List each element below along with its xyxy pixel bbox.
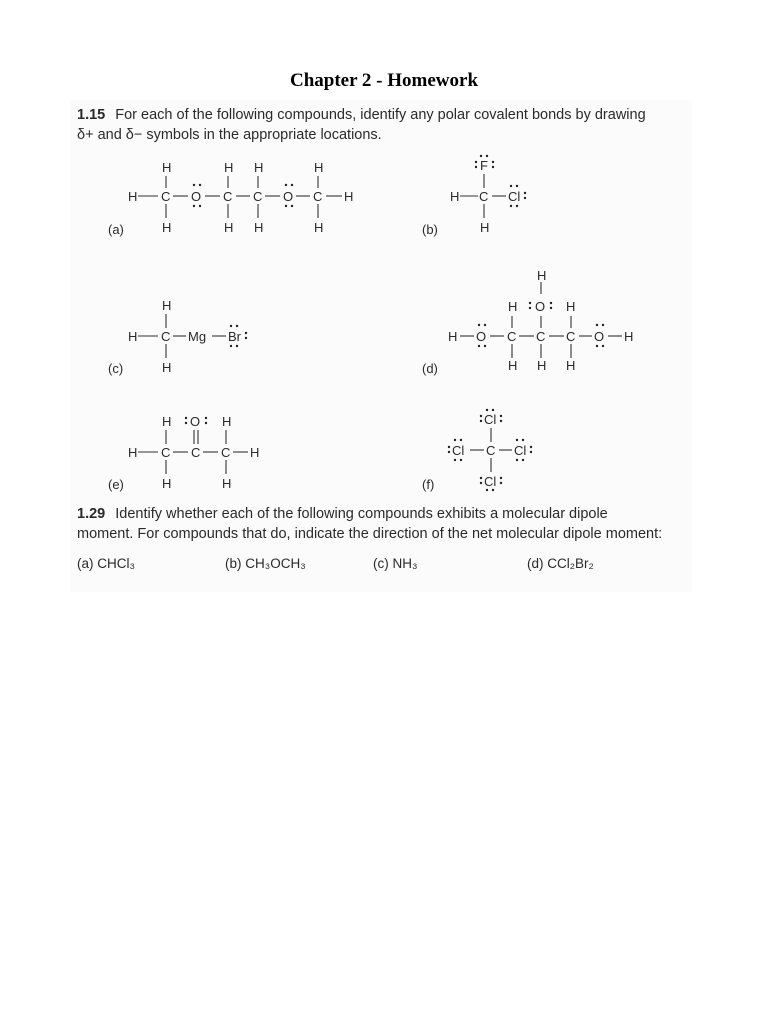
atom-h: H bbox=[224, 220, 234, 235]
structure-e bbox=[120, 412, 270, 492]
atom-h: H bbox=[128, 445, 138, 460]
atom-c: C bbox=[486, 443, 496, 458]
atom-c: C bbox=[253, 189, 263, 204]
structure-a bbox=[120, 158, 370, 238]
answer-formula: NH₃ bbox=[392, 556, 418, 571]
atom-h: H bbox=[162, 414, 172, 429]
page-title: Chapter 2 - Homework bbox=[289, 70, 479, 91]
atom-h: H bbox=[162, 160, 172, 175]
answer-label: (d) bbox=[527, 556, 544, 571]
atom-h: H bbox=[162, 298, 172, 313]
atom-o: O bbox=[191, 189, 202, 204]
atom-h: H bbox=[344, 189, 354, 204]
structure-f bbox=[446, 406, 546, 494]
atom-h: H bbox=[128, 329, 138, 344]
problem-line: moment. For compounds that do, indicate the direction of the net molecular dipole moment: bbox=[77, 526, 663, 542]
atom-h: H bbox=[508, 358, 518, 373]
answer-d bbox=[527, 556, 594, 571]
atom-h: H bbox=[222, 414, 232, 429]
answer-formula: CCl₂Br₂ bbox=[547, 556, 594, 571]
structure-c bbox=[120, 296, 260, 376]
structure-b bbox=[448, 152, 538, 236]
atom-h: H bbox=[450, 189, 460, 204]
atom-h: H bbox=[128, 189, 138, 204]
atom-h: H bbox=[537, 268, 547, 283]
atom-h: H bbox=[480, 220, 490, 235]
atom-cl: Cl bbox=[452, 443, 465, 458]
atom-c: C bbox=[536, 329, 546, 344]
problem-number: 1.29 bbox=[77, 506, 106, 522]
atom-h: H bbox=[250, 445, 260, 460]
answer-b bbox=[225, 556, 306, 571]
atom-h: H bbox=[254, 160, 264, 175]
atom-h: H bbox=[222, 476, 232, 491]
atom-mg: Mg bbox=[188, 329, 207, 344]
atom-c: C bbox=[221, 445, 231, 460]
atom-o: O bbox=[594, 329, 605, 344]
answer-formula: CHCl₃ bbox=[97, 556, 136, 571]
atom-c: C bbox=[479, 189, 489, 204]
atom-f: F bbox=[480, 158, 488, 173]
answer-label: (b) bbox=[225, 556, 242, 571]
problem-1-29-text bbox=[77, 504, 662, 544]
atom-o: O bbox=[476, 329, 487, 344]
atom-o: O bbox=[535, 299, 546, 314]
answer-formula: CH₃OCH₃ bbox=[245, 556, 306, 571]
atom-h: H bbox=[162, 476, 172, 491]
problem-line: For each of the following compounds, identify any polar covalent bonds by drawing bbox=[115, 107, 646, 123]
problem-1-15-text bbox=[77, 105, 646, 145]
atom-h: H bbox=[162, 360, 172, 375]
atom-c: C bbox=[161, 189, 171, 204]
part-label-e: (e) bbox=[108, 477, 124, 492]
part-label-b: (b) bbox=[422, 222, 438, 237]
part-label-d: (d) bbox=[422, 361, 438, 376]
atom-h: H bbox=[566, 299, 576, 314]
answer-a bbox=[77, 556, 135, 571]
part-label-a: (a) bbox=[108, 222, 124, 237]
atom-h: H bbox=[508, 299, 518, 314]
atom-cl: Cl bbox=[484, 474, 497, 489]
atom-cl: Cl bbox=[514, 443, 527, 458]
atom-h: H bbox=[254, 220, 264, 235]
atom-o: O bbox=[190, 414, 201, 429]
atom-c: C bbox=[313, 189, 323, 204]
atom-c: C bbox=[191, 445, 201, 460]
atom-cl: Cl bbox=[484, 412, 497, 427]
atom-h: H bbox=[624, 329, 634, 344]
atom-h: H bbox=[566, 358, 576, 373]
atom-h: H bbox=[537, 358, 547, 373]
atom-h: H bbox=[162, 220, 172, 235]
atom-c: C bbox=[223, 189, 233, 204]
atom-c: C bbox=[161, 445, 171, 460]
atom-h: H bbox=[314, 160, 324, 175]
problem-line: Identify whether each of the following compounds exhibits a molecular dipole bbox=[115, 506, 608, 522]
part-label-c: (c) bbox=[108, 361, 124, 376]
atom-h: H bbox=[224, 160, 234, 175]
atom-o: O bbox=[283, 189, 294, 204]
answer-label: (a) bbox=[77, 556, 94, 571]
atom-c: C bbox=[161, 329, 171, 344]
answer-label: (c) bbox=[373, 556, 389, 571]
atom-c: C bbox=[507, 329, 517, 344]
atom-h: H bbox=[448, 329, 458, 344]
part-label-f: (f) bbox=[422, 477, 435, 492]
structure-d bbox=[446, 266, 646, 376]
problem-line: δ+ and δ− symbols in the appropriate locations. bbox=[77, 127, 382, 143]
atom-c: C bbox=[566, 329, 576, 344]
atom-cl: Cl bbox=[508, 189, 521, 204]
atom-h: H bbox=[314, 220, 324, 235]
problem-number: 1.15 bbox=[77, 107, 106, 123]
atom-br: Br bbox=[228, 329, 241, 344]
answer-c bbox=[373, 556, 418, 571]
